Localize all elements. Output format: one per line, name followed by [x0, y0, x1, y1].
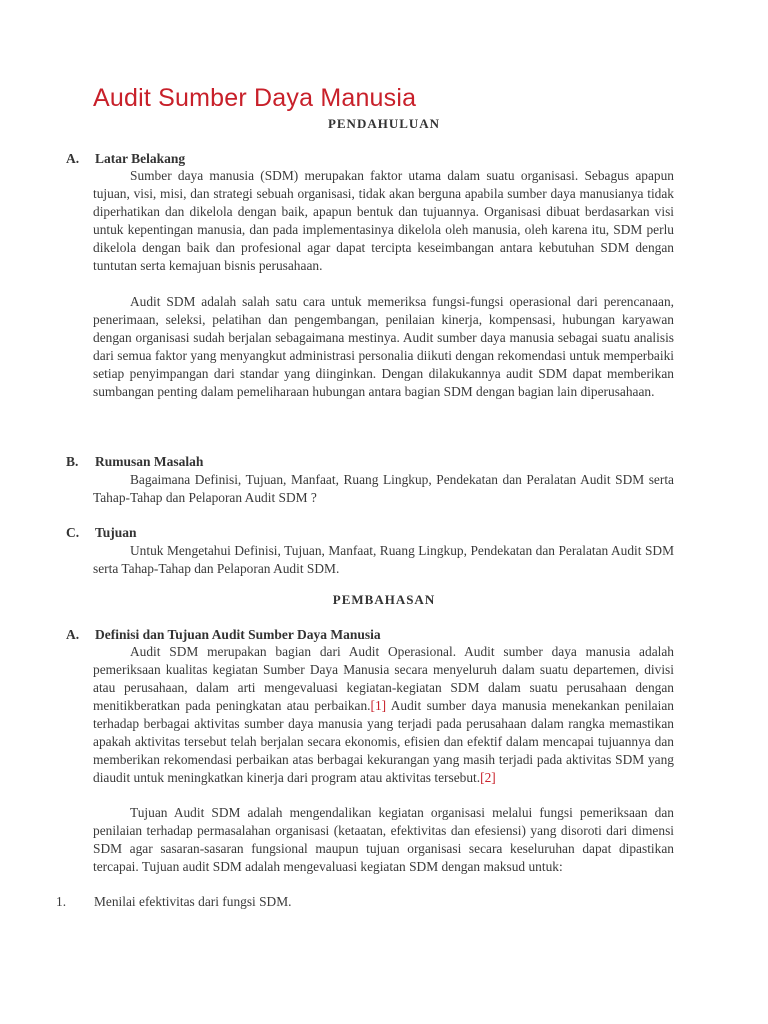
- subheading-label: Tujuan: [95, 525, 137, 540]
- subheading-rumusan-masalah: [66, 454, 203, 470]
- list-item-number: 1.: [56, 894, 67, 909]
- paragraph-text: Audit SDM merupakan bagian dari Audit Operasional. Audit sumber daya manusia adalah pemeriksaan kualitas kegiatan Sumber Daya Manusia secara menyeluruh dalam suatu departemen, divisi atau perusahaan, dalam arti mengevaluasi kegiatan-kegiatan SDM dalam suatu perusahaan dengan menitikberatkan pada peningkatan atau perbaikan.: [93, 644, 674, 713]
- subheading-letter: C.: [66, 525, 80, 540]
- paragraph-latar-belakang-1: Sumber daya manusia (SDM) merupakan faktor utama dalam suatu organisasi. Sebagus apapun tujuan, visi, misi, dan strategi sebuah organisasi, tidak akan berguna apabila sumber daya manusianya tidak diperhatikan dan dikelola dengan baik, apapun bentuk dan tujuannya. Organisasi dibuat berdasarkan visi untuk kepentingan manusia, dan pada implementasinya dikelola oleh manusia, oleh karena itu, SDM perlu dikelola dengan baik dan profesional agar dapat tercipta keseimbangan antara kebutuhan SDM dengan tuntutan serta kemajuan bisnis perusahaan.: [93, 168, 674, 273]
- subheading-letter: B.: [66, 454, 79, 469]
- list-item: [56, 894, 291, 910]
- document-title: Audit Sumber Daya Manusia: [93, 84, 417, 112]
- subheading-letter: A.: [66, 151, 80, 166]
- paragraph-tujuan: Untuk Mengetahui Definisi, Tujuan, Manfaat, Ruang Lingkup, Pendekatan dan Peralatan Audit SDM serta Tahap-Tahap dan Pelaporan Audit SDM.: [93, 543, 674, 576]
- paragraph-definisi-2: Tujuan Audit SDM adalah mengendalikan kegiatan organisasi melalui fungsi pemeriksaan dan penilaian terhadap permasalahan organisasi (ketaatan, efektivitas dan efesiensi) yang disoroti dari dimensi SDM agar sasaran-sasaran fungsional maupun tujuan organisasi secara keseluruhan dapat dipastikan tercapai. Tujuan audit SDM adalah mengevaluasi kegiatan SDM dengan maksud untuk:: [93, 805, 674, 874]
- paragraph-rumusan-masalah: Bagaimana Definisi, Tujuan, Manfaat, Ruang Lingkup, Pendekatan dan Peralatan Audit SDM serta Tahap-Tahap dan Pelaporan Audit SDM ?: [93, 472, 674, 505]
- paragraph-text: Audit sumber daya manusia menekankan penilaian terhadap berbagai aktivitas sumber daya manusia yang terjadi pada perusahaan dalam rangka memastikan apakah aktivitas tersebut telah berjalan secara ekonomis, efisien dan efektif dalam mencapai tujuannya dan memberikan rekomendasi perbaikan atas berbagai kekurangan yang masih terjadi pada aktivitas SDM yang diaudit untuk meningkatkan kinerja dari program atau aktivitas tersebut.: [93, 698, 674, 785]
- section-heading-pembahasan: PEMBAHASAN: [332, 592, 436, 607]
- subheading-label: Rumusan Masalah: [95, 454, 204, 469]
- subheading-latar-belakang: [66, 151, 185, 167]
- subheading-label: Latar Belakang: [95, 151, 186, 166]
- subheading-definisi-tujuan: [66, 627, 381, 643]
- paragraph-latar-belakang-2: Audit SDM adalah salah satu cara untuk memeriksa fungsi-fungsi operasional dari perencanaan, penerimaan, seleksi, pelatihan dan pengembangan, penilaian kinerja, kompensasi, hubungan karyawan dengan organisasi sudah berjalan sebagaimana mestinya. Audit sumber daya manusia sebagai suatu analisis dari semua faktor yang menyangkut administrasi personalia diikuti dengan rekomendasi untuk memperbaiki setiap penyimpangan dari standar yang diinginkan. Dengan dilakukannya audit SDM dapat memberikan sumbangan penting dalam pemeliharaan hubungan antara bagian SDM dengan bagian lain diperusahaan.: [93, 294, 674, 399]
- footnote-ref-2[interactable]: [2]: [480, 770, 496, 785]
- subheading-tujuan: [66, 525, 137, 541]
- section-heading-pendahuluan: PENDAHULUAN: [327, 116, 441, 131]
- list-item-text: Menilai efektivitas dari fungsi SDM.: [94, 894, 292, 909]
- footnote-ref-1[interactable]: [1]: [370, 698, 387, 713]
- paragraph-definisi-1: [93, 643, 674, 787]
- subheading-letter: A.: [66, 627, 80, 642]
- subheading-label: Definisi dan Tujuan Audit Sumber Daya Manusia: [95, 627, 381, 642]
